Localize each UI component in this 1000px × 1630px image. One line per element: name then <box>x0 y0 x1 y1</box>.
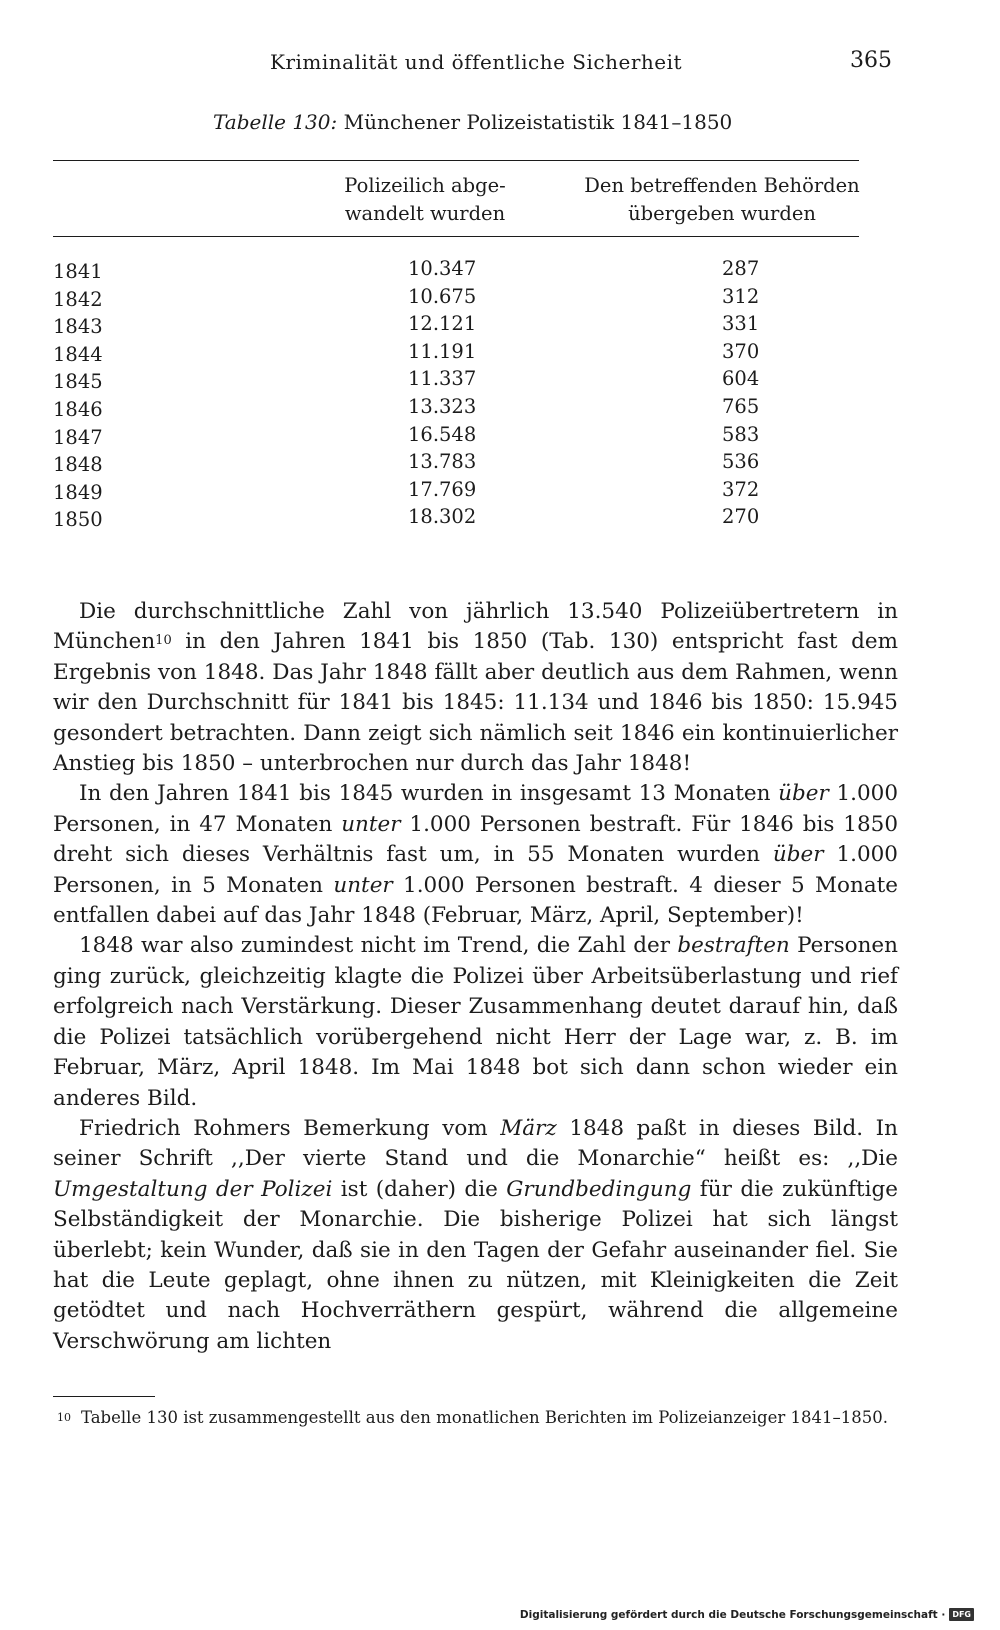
row-uebergeben: 312 <box>722 284 760 308</box>
row-abgewandelt: 18.302 <box>408 505 477 529</box>
body-text <box>53 597 898 1357</box>
footnote-text: Tabelle 130 ist zusammengestellt aus den monatlichen Berichten im Polizeianzeiger 1841–1850. <box>81 1408 888 1427</box>
digitization-credit <box>520 1608 974 1621</box>
text-run: Personen ging zurück, gleichzeitig klagte die Polizei über Arbeitsüberlastung und rief erfolgreich nach Verstärkung. Dieser Zusammenhang deutet darauf hin, daß die Polizei tatsächlich vorübergehend nicht Herr der Lage war, z. B. im Februar, März, April 1848. Im Mai 1848 bot sich dann schon wieder ein anderes Bild. <box>53 933 898 1111</box>
text-run: 1848 war also zumindest nicht im Trend, die Zahl der <box>79 933 678 959</box>
row-year: 1842 <box>53 287 103 311</box>
footnote-reference[interactable]: 10 <box>155 633 172 649</box>
table-row <box>0 365 1000 393</box>
row-year: 1844 <box>53 342 103 366</box>
text-run: 1848 paßt in dieses Bild. In seiner Schrift ,,Der vierte Stand und die Monarchie“ heißt es: ,,Die <box>53 1115 898 1172</box>
text-run: 1.000 Personen, in 47 Monaten <box>53 781 898 837</box>
row-uebergeben: 765 <box>722 394 760 418</box>
column-header-line: übergeben wurden <box>628 202 816 225</box>
emphasis: unter <box>341 811 401 837</box>
row-uebergeben: 372 <box>722 477 760 501</box>
text-run: Friedrich Rohmers Bemerkung vom <box>79 1115 501 1141</box>
table-row <box>0 338 1000 366</box>
row-year: 1850 <box>53 508 103 532</box>
footnote-number: 10 <box>57 1411 71 1424</box>
table-row <box>0 503 1000 531</box>
row-uebergeben: 536 <box>722 450 760 474</box>
row-abgewandelt: 10.347 <box>408 257 477 280</box>
table-top-rule <box>53 160 859 161</box>
row-uebergeben: 583 <box>722 422 760 446</box>
table-caption <box>213 110 732 134</box>
row-uebergeben: 270 <box>722 505 760 529</box>
row-year: 1845 <box>53 370 103 394</box>
column-header-line: wandelt wurden <box>344 202 506 225</box>
paragraph <box>53 1114 898 1357</box>
row-abgewandelt: 11.337 <box>408 367 477 391</box>
row-year: 1848 <box>53 453 103 477</box>
column-header-abgewandelt <box>320 172 530 228</box>
text-run: in den Jahren 1841 bis 1850 (Tab. 130) entspricht fast dem Ergebnis von 1848. Das Jahr 1848 fällt aber deutlich aus dem Rahmen, wenn wir den Durchschnitt für 1841 bis 1845: 11.134 und 1846 bis 1850: 15.945 gesondert betrachten. Dann zeigt sich nämlich seit 1846 ein kontinuierlicher Anstieg bis 1850 – unterbrochen nur durch das Jahr 1848! <box>53 629 898 777</box>
text-run: für die zukünftige Selbständigkeit der Monarchie. Die bisherige Polizei hat sich längst überlebt; kein Wunder, daß sie in den Tagen der Gefahr auseinander fiel. Sie hat die Leute geplagt, ohne ihnen zu nützen, mit Kleinigkeiten die Zeit getödtet und nach Hochverräthern gespürt, während die allgemeine Verschwörung am lichten <box>53 1176 898 1354</box>
row-abgewandelt: 12.121 <box>408 312 477 336</box>
text-run: 1.000 Personen bestraft. Für 1846 bis 1850 dreht sich dieses Verhältnis fast um, in 55 Monaten wurden <box>53 811 898 868</box>
text-run: Die durchschnittliche Zahl von jährlich 13.540 Polizeiübertretern in München <box>53 599 898 655</box>
footnote-rule <box>53 1396 155 1397</box>
row-year: 1846 <box>53 397 103 421</box>
footnote <box>53 1404 898 1431</box>
paragraph <box>53 931 898 1113</box>
running-head <box>0 50 1000 80</box>
table-row <box>0 448 1000 476</box>
table-body <box>0 255 1000 531</box>
emphasis: Umgestaltung der Polizei <box>53 1176 333 1202</box>
emphasis: über <box>778 781 829 807</box>
row-uebergeben: 370 <box>722 339 760 363</box>
row-abgewandelt: 16.548 <box>408 422 477 446</box>
page-number: 365 <box>850 48 892 73</box>
row-uebergeben: 331 <box>722 312 760 336</box>
row-abgewandelt: 11.191 <box>408 339 477 363</box>
table-row <box>0 476 1000 504</box>
text-run: 1.000 Personen, in 5 Monaten <box>53 842 898 898</box>
table-row <box>0 283 1000 311</box>
row-abgewandelt: 13.323 <box>408 394 477 418</box>
dfg-logo-icon: DFG <box>949 1608 974 1621</box>
emphasis: über <box>772 842 824 868</box>
table-row <box>0 393 1000 421</box>
credit-text: Digitalisierung gefördert durch die Deutsche Forschungsgemeinschaft · <box>519 1608 946 1621</box>
row-uebergeben: 604 <box>722 367 760 391</box>
table-header-rule <box>53 236 859 237</box>
paragraph <box>53 779 898 931</box>
text-run: ist (daher) die <box>332 1176 507 1202</box>
emphasis: Grundbedingung <box>506 1176 692 1202</box>
emphasis: unter <box>333 872 393 898</box>
column-header-line: Den betreffenden Behörden <box>584 174 860 197</box>
table-caption-title: Münchener Polizeistatistik 1841–1850 <box>343 110 733 134</box>
table-row <box>0 310 1000 338</box>
table-row <box>0 255 1000 283</box>
paragraph <box>53 597 898 779</box>
running-title: Kriminalität und öffentliche Sicherheit <box>270 50 683 74</box>
emphasis: März <box>500 1115 557 1141</box>
row-uebergeben: 287 <box>722 257 760 280</box>
text-run: In den Jahren 1841 bis 1845 wurden in insgesamt 13 Monaten <box>79 781 779 807</box>
row-abgewandelt: 17.769 <box>408 477 477 501</box>
row-year: 1843 <box>53 315 103 339</box>
emphasis: bestraften <box>677 933 790 959</box>
row-year: 1841 <box>53 260 103 283</box>
row-year: 1847 <box>53 425 103 449</box>
column-header-line: Polizeilich abge- <box>344 174 506 197</box>
row-abgewandelt: 10.675 <box>408 284 477 308</box>
text-run: 1.000 Personen bestraft. 4 dieser 5 Monate entfallen dabei auf das Jahr 1848 (Februar, März, April, September)! <box>53 872 898 929</box>
table-caption-label: Tabelle 130: <box>213 110 338 134</box>
table-row <box>0 421 1000 449</box>
column-header-uebergeben <box>580 172 864 228</box>
row-abgewandelt: 13.783 <box>408 450 477 474</box>
row-year: 1849 <box>53 480 103 504</box>
